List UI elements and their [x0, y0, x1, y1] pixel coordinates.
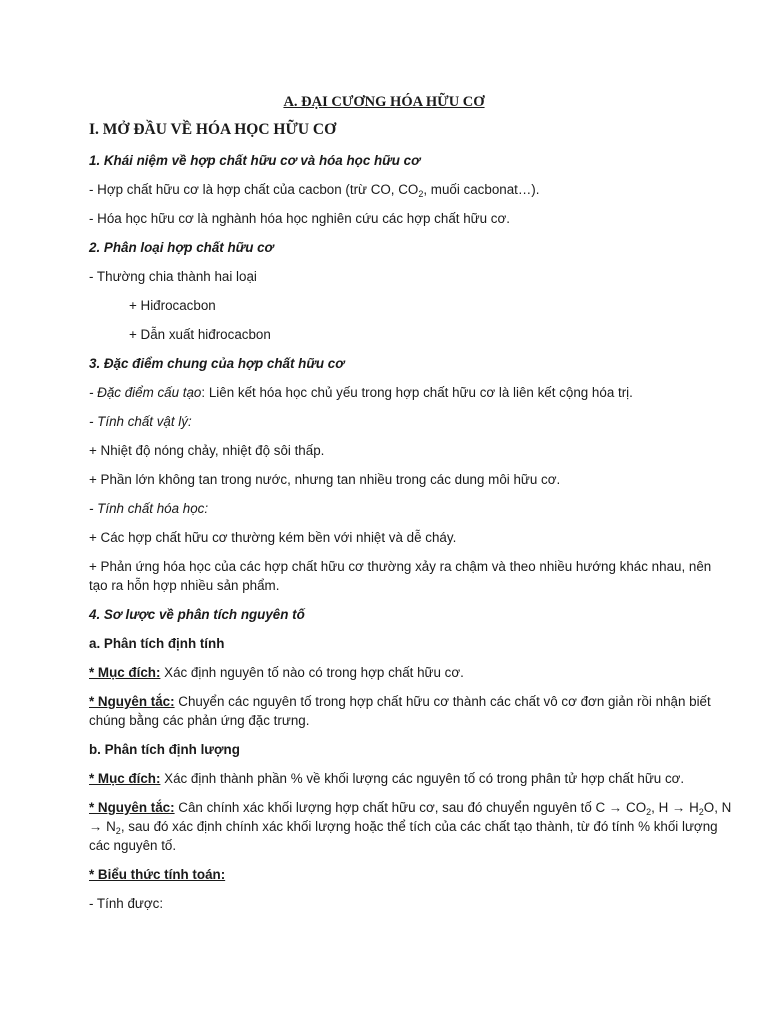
paragraph-chemical-1: + Các hợp chất hữu cơ thường kém bền với nhiệt và dễ cháy. [89, 530, 457, 545]
subscript: 2 [646, 807, 652, 817]
text-segment: Xác định nguyên tố nào có trong hợp chất hữu cơ. [160, 665, 464, 680]
subscript: 2 [115, 826, 121, 836]
paragraph-qualitative-principle-line-1 [89, 693, 711, 711]
text-segment: , sau đó xác định chính xác khối lượng hoặc thể tích của các chất tạo thành, từ đó tính % khối lượng [120, 819, 718, 834]
list-item-hydrocarbon-derivative: + Dẫn xuất hiđrocacbon [129, 327, 271, 342]
subheading-element-analysis: 4. Sơ lược về phân tích nguyên tố [89, 607, 305, 622]
paragraph-quantitative-principle-line-2 [89, 818, 718, 836]
principle-label: * Nguyên tắc: [89, 800, 175, 815]
paragraph-quantitative-purpose [89, 770, 684, 788]
text-segment: - Hợp chất hữu cơ là hợp chất của cacbon (trừ CO, CO [89, 182, 419, 197]
paragraph-qualitative-principle-line-2: chúng bằng các phản ứng đặc trưng. [89, 713, 310, 728]
text-segment: Chuyển các nguyên tố trong hợp chất hữu cơ thành các chất vô cơ đơn giản rồi nhận biết [174, 694, 711, 709]
document-title: A. ĐẠI CƯƠNG HÓA HỮU CƠ [283, 94, 485, 110]
subscript: 2 [698, 807, 704, 817]
text-segment: : Liên kết hóa học chủ yếu trong hợp chất hữu cơ là liên kết cộng hóa trị. [201, 385, 633, 400]
computed-label [89, 895, 163, 913]
subheading-characteristics: 3. Đặc điểm chung của hợp chất hữu cơ [89, 356, 345, 371]
paragraph-physical-2: + Phần lớn không tan trong nước, nhưng tan nhiều trong các dung môi hữu cơ. [89, 472, 561, 487]
purpose-label: * Mục đích: [89, 665, 161, 680]
paragraph-quantitative-principle-line-3: các nguyên tố. [89, 838, 177, 853]
paragraph-physical-1: + Nhiệt độ nóng chảy, nhiệt độ sôi thấp. [89, 443, 325, 458]
section-heading-intro: I. MỞ ĐẦU VỀ HÓA HỌC HỮU CƠ [89, 121, 337, 138]
paragraph-organic-compound-definition [89, 181, 539, 199]
formula-label: * Biểu thức tính toán: [89, 867, 226, 882]
paragraph-structure [89, 384, 633, 402]
chemical-properties-label: - Tính chất hóa học: [89, 501, 209, 516]
subheading-concept: 1. Khái niệm về hợp chất hữu cơ và hóa học hữu cơ [89, 153, 421, 168]
purpose-label: * Mục đích: [89, 771, 161, 786]
subheading-classification: 2. Phân loại hợp chất hữu cơ [89, 240, 274, 255]
physical-properties-label: - Tính chất vật lý: [89, 414, 192, 429]
paragraph-classification-intro: - Thường chia thành hai loại [89, 269, 257, 284]
text-segment: , H → H [651, 800, 699, 815]
list-item-hydrocarbon: + Hiđrocacbon [129, 298, 216, 313]
text-segment: , muối cacbonat…). [423, 182, 540, 197]
text-segment: O, N [703, 800, 732, 815]
subheading-qualitative: a. Phân tích định tính [89, 636, 225, 651]
structure-label: - Đặc điểm cấu tạo [89, 385, 202, 400]
subheading-quantitative: b. Phân tích định lượng [89, 742, 240, 757]
text-segment: Xác định thành phần % về khối lượng các nguyên tố có trong phân tử hợp chất hữu cơ. [160, 771, 685, 786]
subscript: 2 [418, 189, 424, 199]
text-segment: - Tính được: [89, 896, 164, 911]
paragraph-chemical-2-line-2: tạo ra hỗn hợp nhiều sản phẩm. [89, 578, 280, 593]
text-segment: Cân chính xác khối lượng hợp chất hữu cơ, sau đó chuyển nguyên tố C → CO [174, 800, 647, 815]
paragraph-quantitative-principle-line-1 [89, 799, 731, 817]
principle-label: * Nguyên tắc: [89, 694, 175, 709]
paragraph-organic-chemistry-definition: - Hóa học hữu cơ là nghành hóa học nghiên cứu các hợp chất hữu cơ. [89, 211, 510, 226]
paragraph-chemical-2-line-1: + Phản ứng hóa học của các hợp chất hữu cơ thường xảy ra chậm và theo nhiều hướng khác nhau, nên [89, 559, 712, 574]
paragraph-qualitative-purpose [89, 664, 464, 682]
text-segment: → N [89, 819, 116, 834]
